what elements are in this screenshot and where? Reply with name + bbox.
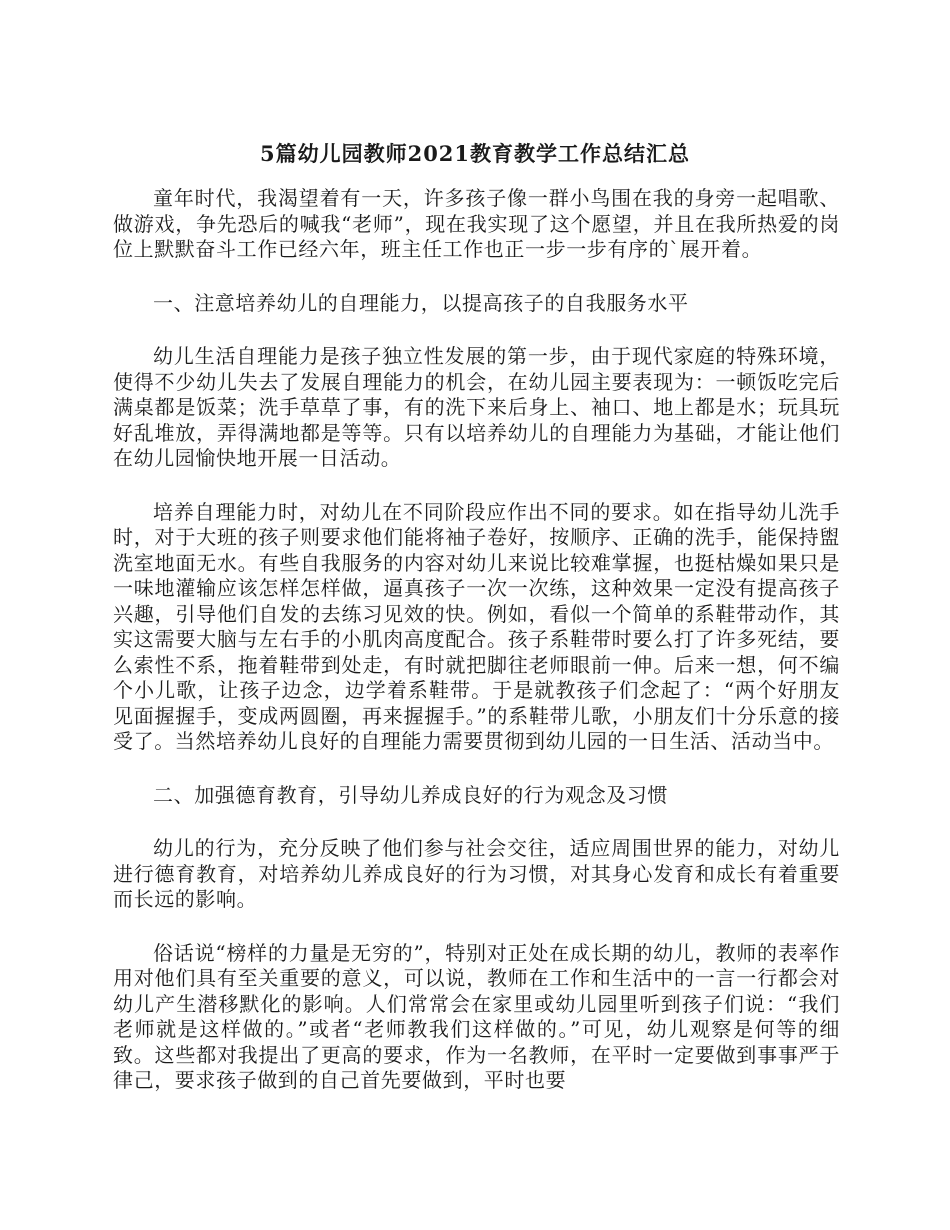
section-heading-2: 二、加强德育教育，引导幼儿养成良好的行为观念及习惯 xyxy=(153,782,668,807)
document-title: 5篇幼儿园教师2021教育教学工作总结汇总 xyxy=(259,141,691,166)
document-body xyxy=(113,186,840,1122)
section-heading-1: 一、注意培养幼儿的自理能力，以提高孩子的自我服务水平 xyxy=(153,290,689,315)
paragraph-self-care: 幼儿生活自理能力是孩子独立性发展的第一步，由于现代家庭的特殊环境，使得不少幼儿失去了发展自理能力的机会，在幼儿园主要表现为：一顿饭吃完后满桌都是饭菜；洗手草草了事，有的洗下来后身上、袖口、地上都是水；玩具玩好乱堆放，弄得满地都是等等。只有以培养幼儿的自理能力为基础，才能让他们在幼儿园愉快地开展一日活动。 xyxy=(113,344,840,470)
paragraph-role-model: 俗话说“榜样的力量是无穷的”，特别对正处在成长期的幼儿，教师的表率作用对他们具有至关重要的意义，可以说，教师在工作和生活中的一言一行都会对幼儿产生潜移默化的影响。人们常常会在家里或幼儿园里听到孩子们说：“我们老师就是这样做的。”或者“老师教我们这样做的。”可见，幼儿观察是何等的细致。这些都对我提出了更高的要求，作为一名教师，在平时一定要做到事事严于律己，要求孩子做到的自己首先要做到，平时也要 xyxy=(113,940,840,1092)
paragraph-self-care-training: 培养自理能力时，对幼儿在不同阶段应作出不同的要求。如在指导幼儿洗手时，对于大班的孩子则要求他们能将袖子卷好，按顺序、正确的洗手，能保持盥洗室地面无水。有些自我服务的内容对幼儿来说比较难掌握，也挺枯燥如果只是一味地灌输应该怎样怎样做，逼真孩子一次一次练，这种效果一定没有提高孩子兴趣，引导他们自发的去练习见效的快。例如，看似一个简单的系鞋带动作，其实这需要大脑与左右手的小肌肉高度配合。孩子系鞋带时要么打了许多死结，要么索性不系，拖着鞋带到处走，有时就把脚往老师眼前一伸。后来一想，何不编个小儿歌，让孩子边念，边学着系鞋带。于是就教孩子们念起了：“两个好朋友见面握握手，变成两圆圈，再来握握手。”的系鞋带儿歌，小朋友们十分乐意的接受了。当然培养幼儿良好的自理能力需要贯彻到幼儿园的一日生活、活动当中。 xyxy=(113,499,840,753)
paragraph-intro: 童年时代，我渴望着有一天，许多孩子像一群小鸟围在我的身旁一起唱歌、做游戏，争先恐后的喊我“老师”，现在我实现了这个愿望，并且在我所热爱的岗位上默默奋斗工作已经六年，班主任工作也正一步一步有序的`展开着。 xyxy=(113,186,840,261)
paragraph-moral-education: 幼儿的行为，充分反映了他们参与社会交往，适应周围世界的能力，对幼儿进行德育教育，对培养幼儿养成良好的行为习惯，对其身心发育和成长有着重要而长远的影响。 xyxy=(113,836,840,911)
